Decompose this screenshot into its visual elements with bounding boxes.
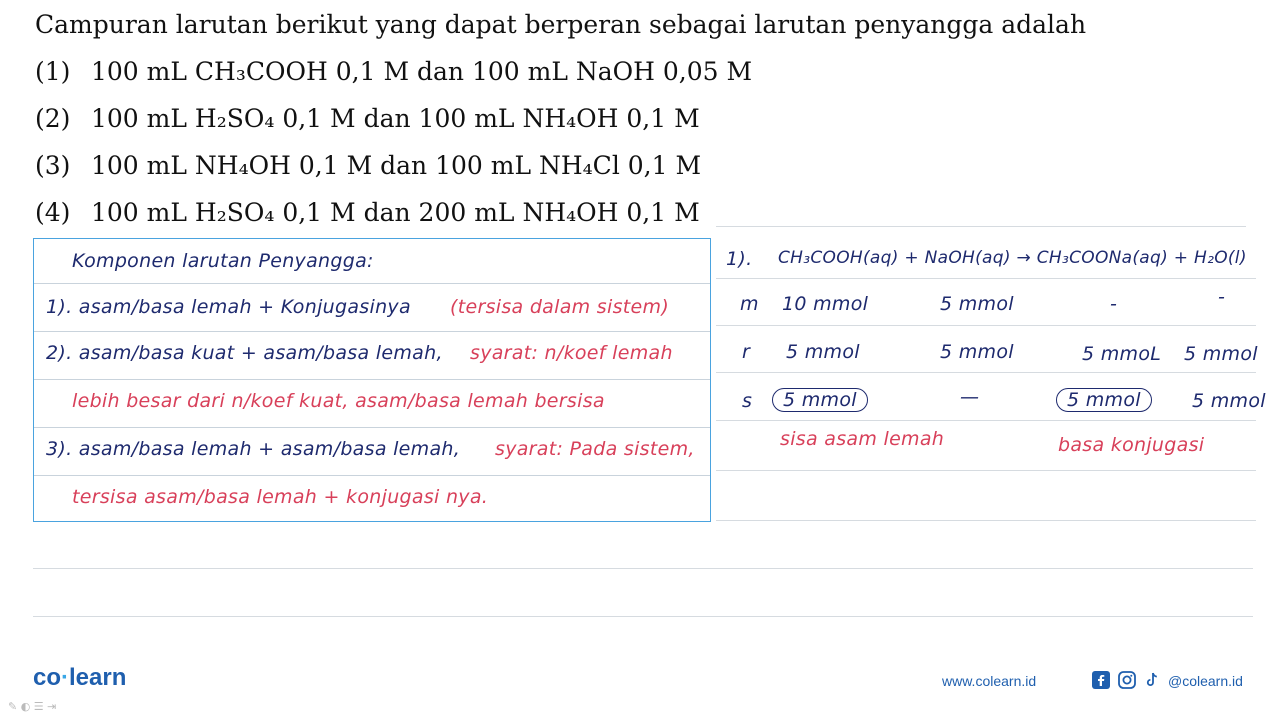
facebook-icon[interactable] — [1092, 671, 1110, 689]
s-product-1-circled: 5 mmol — [1056, 388, 1152, 412]
option-1 — [35, 57, 1086, 87]
notes-line-5: tersisa asam/basa lemah + konjugasi nya. — [72, 486, 489, 508]
option-3 — [35, 151, 1086, 181]
s-product-2: 5 mmol — [1192, 390, 1266, 412]
ruled-line — [716, 226, 1246, 227]
option-number: (3) — [35, 151, 71, 180]
logo-dot: · — [61, 664, 70, 691]
option-4 — [35, 198, 1086, 228]
ruled-line — [33, 616, 1253, 617]
option-text: 100 mL H₂SO₄ 0,1 M dan 200 mL NH₄OH 0,1 M — [91, 198, 700, 227]
row-label-m: m — [740, 293, 759, 315]
question-title: Campuran larutan berikut yang dapat berperan sebagai larutan penyangga adalah — [35, 10, 1087, 39]
note-weak-acid-left: sisa asam lemah — [780, 428, 945, 450]
notes-heading: Komponen larutan Penyangga: — [72, 250, 374, 272]
ruled-line — [716, 372, 1256, 373]
notes-line-2-note: syarat: n/koef lemah — [470, 342, 673, 364]
box-row-line — [34, 475, 710, 476]
social-handle[interactable]: @colearn.id — [1168, 673, 1243, 689]
m-reactant-1: 10 mmol — [782, 293, 869, 315]
notes-line-1: 1). asam/basa lemah + Konjugasinya — [46, 296, 411, 318]
m-product-1: - — [1110, 293, 1118, 315]
s-reactant-1-circled: 5 mmol — [772, 388, 868, 412]
ruled-line — [716, 325, 1256, 326]
ruled-line — [716, 278, 1256, 279]
r-reactant-2: 5 mmol — [940, 341, 1014, 363]
footer-url[interactable]: www.colearn.id — [942, 673, 1037, 689]
logo-part-co: co — [33, 664, 62, 691]
ruled-line — [716, 420, 1256, 421]
player-controls-icon[interactable]: ✎ ◐ ☰ ⇥ — [8, 700, 57, 713]
ruled-line — [33, 568, 1253, 569]
reaction-equation: CH₃COOH(aq) + NaOH(aq) → CH₃COONa(aq) + H₂O(l) — [778, 248, 1247, 268]
notes-line-4-note: syarat: Pada sistem, — [495, 438, 695, 460]
question-block — [35, 10, 1086, 228]
option-text: 100 mL NH₄OH 0,1 M dan 100 mL NH₄Cl 0,1 M — [91, 151, 702, 180]
r-reactant-1: 5 mmol — [786, 341, 860, 363]
option-number: (2) — [35, 104, 71, 133]
ruled-line — [716, 470, 1256, 471]
notes-line-2: 2). asam/basa kuat + asam/basa lemah, — [46, 342, 443, 364]
instagram-icon[interactable] — [1118, 671, 1136, 689]
reaction-number: 1). — [726, 248, 753, 270]
row-label-s: s — [742, 390, 753, 412]
notes-box — [33, 238, 711, 522]
option-2 — [35, 104, 1086, 134]
notes-line-3: lebih besar dari n/koef kuat, asam/basa lemah bersisa — [72, 390, 605, 412]
box-row-line — [34, 427, 710, 428]
notes-line-1-note: (tersisa dalam sistem) — [450, 296, 670, 318]
box-row-line — [34, 379, 710, 380]
box-row-line — [34, 331, 710, 332]
note-conjugate-base: basa konjugasi — [1058, 434, 1205, 456]
option-number: (1) — [35, 57, 71, 86]
r-product-2: 5 mmol — [1184, 343, 1258, 365]
r-product-1: 5 mmoL — [1082, 343, 1162, 365]
box-row-line — [34, 283, 710, 284]
option-text: 100 mL H₂SO₄ 0,1 M dan 100 mL NH₄OH 0,1 M — [91, 104, 700, 133]
option-number: (4) — [35, 198, 71, 227]
tiktok-icon[interactable] — [1143, 671, 1161, 689]
colearn-logo — [33, 664, 126, 692]
row-label-r: r — [742, 341, 751, 363]
m-product-2: - — [1218, 286, 1226, 308]
logo-part-learn: learn — [69, 664, 127, 691]
m-reactant-2: 5 mmol — [940, 293, 1014, 315]
option-text: 100 mL CH₃COOH 0,1 M dan 100 mL NaOH 0,05 M — [91, 57, 753, 86]
s-reactant-2: — — [960, 386, 980, 408]
ruled-line — [716, 520, 1256, 521]
notes-line-4: 3). asam/basa lemah + asam/basa lemah, — [46, 438, 461, 460]
